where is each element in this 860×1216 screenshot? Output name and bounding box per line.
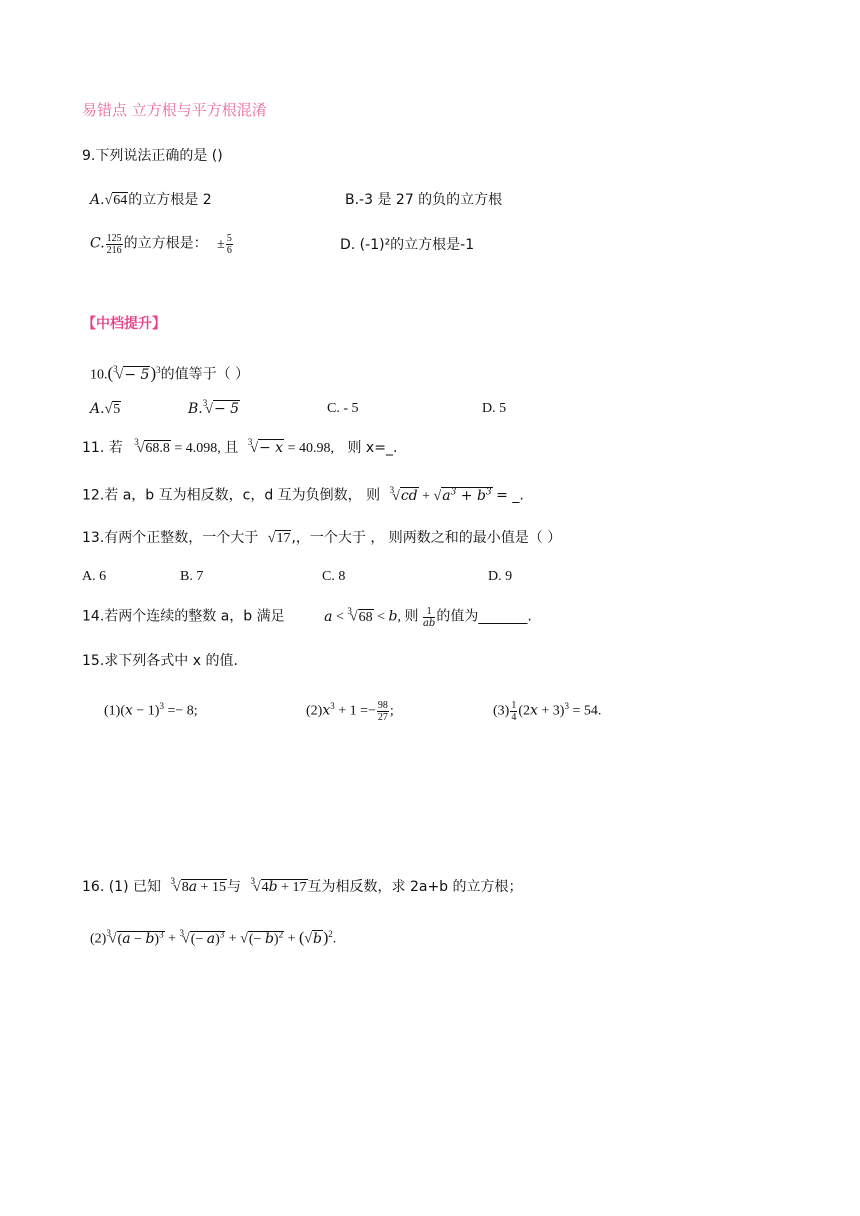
q16-part1-prefix: 16. (1) 已知 [82, 879, 161, 895]
q12-suffix: = _. [496, 487, 524, 504]
q13-option-c: C. 8 [322, 569, 346, 584]
q9-option-a-text: 的立方根是 2 [128, 192, 212, 208]
q12-stem: 12.若 a，b 互为相反数，c，d 互为负倒数， 则 $^3√cd + √a^3 + b^3$ = _. [82, 484, 524, 504]
q11-stem: 11. 若 $^3$√68.8 = 4.098, 且 $^3$√− x = 40.98, 则 x=_. [82, 437, 398, 456]
q9-option-d: D. (-1)²的立方根是-1 [340, 237, 475, 253]
q13-stem-b: ,，一个大于 ， 则两数之和的最小值是（ ） [291, 530, 562, 546]
q15-part-1: $(1)(x - 1)^3 =- 8$; [104, 701, 198, 719]
q11-prefix: 11. 若 [82, 440, 123, 456]
q13-option-d: D. 9 [488, 569, 513, 584]
q13-stem-a: 13.有两个正整数，一个大于 [82, 530, 259, 546]
q12-prefix: 12.若 a，b 互为相反数，c，d 互为负倒数， 则 [82, 487, 381, 504]
q10-option-c: C. - 5 [327, 401, 359, 416]
q16-part1-suffix: 互为相反数，求 2a+b 的立方根； [307, 879, 523, 895]
q15-part-3: (3) $\frac{1}{4}$ $(2x + 3)^3 = 54$. [493, 699, 602, 723]
q10-option-b: B.$^3$√− 5 [188, 398, 240, 417]
q10-stem-text: 的值等于（ ） [160, 366, 250, 383]
q14-suffix: 的值为_______. [436, 608, 532, 625]
q14-prefix: 14.若两个连续的整数 a，b 满足 [82, 608, 285, 625]
section-title-mid: 【中档提升】 [82, 316, 166, 332]
q16-part-2: $(2)^3√(a - b)^3 + ^3√(- a)^3$ + √(− $b)^2 + (√b)^2$. [90, 927, 337, 947]
q13-stem: 13.有两个正整数，一个大于 √17,，一个大于 ， 则两数之和的最小值是（ ） [82, 530, 562, 546]
q15-part-2: $(2)x^3 + 1$ =− $\frac{98}{27}$ ; [306, 699, 394, 723]
q15-stem: 15.求下列各式中 x 的值. [82, 653, 238, 669]
q10-option-a: A.√5 [90, 401, 121, 417]
q14-then: 则 [404, 608, 419, 625]
q16-part-1: 16. (1) 已知 $^3$√8a + 15与 $^3$√4b + 17互为相反数，求 2a+b 的立方根； [82, 876, 523, 895]
q11-suffix: 则 x=_. [347, 440, 398, 456]
q11-mid: 且 [224, 440, 239, 456]
q14-stem: 14.若两个连续的整数 a，b 满足 a < $^3$√68 < b, 则 $\frac{1}{ab}$ 的值为_______. [82, 605, 532, 629]
section-title-mistake: 易错点 立方根与平方根混淆 [82, 101, 267, 119]
q10-option-d: D. 5 [482, 401, 507, 416]
q13-option-b: B. 7 [180, 569, 204, 584]
q9-stem: 9.下列说法正确的是 () [82, 148, 223, 164]
q9-option-c-text: 的立方根是： [123, 235, 208, 252]
q10-stem: $10.(^3√- 5)^3$的值等于（ ） [90, 363, 250, 383]
q16-part1-mid: 与 [226, 879, 241, 895]
q9-option-b: B.-3 是 27 的负的立方根 [345, 192, 503, 208]
q9-option-c: C. $\frac{125}{216}$ 的立方根是： ± $\frac{5}{6}$ [90, 233, 232, 256]
q9-option-a: A.√64的立方根是 2 [90, 192, 212, 208]
q13-option-a: A. 6 [82, 569, 107, 584]
